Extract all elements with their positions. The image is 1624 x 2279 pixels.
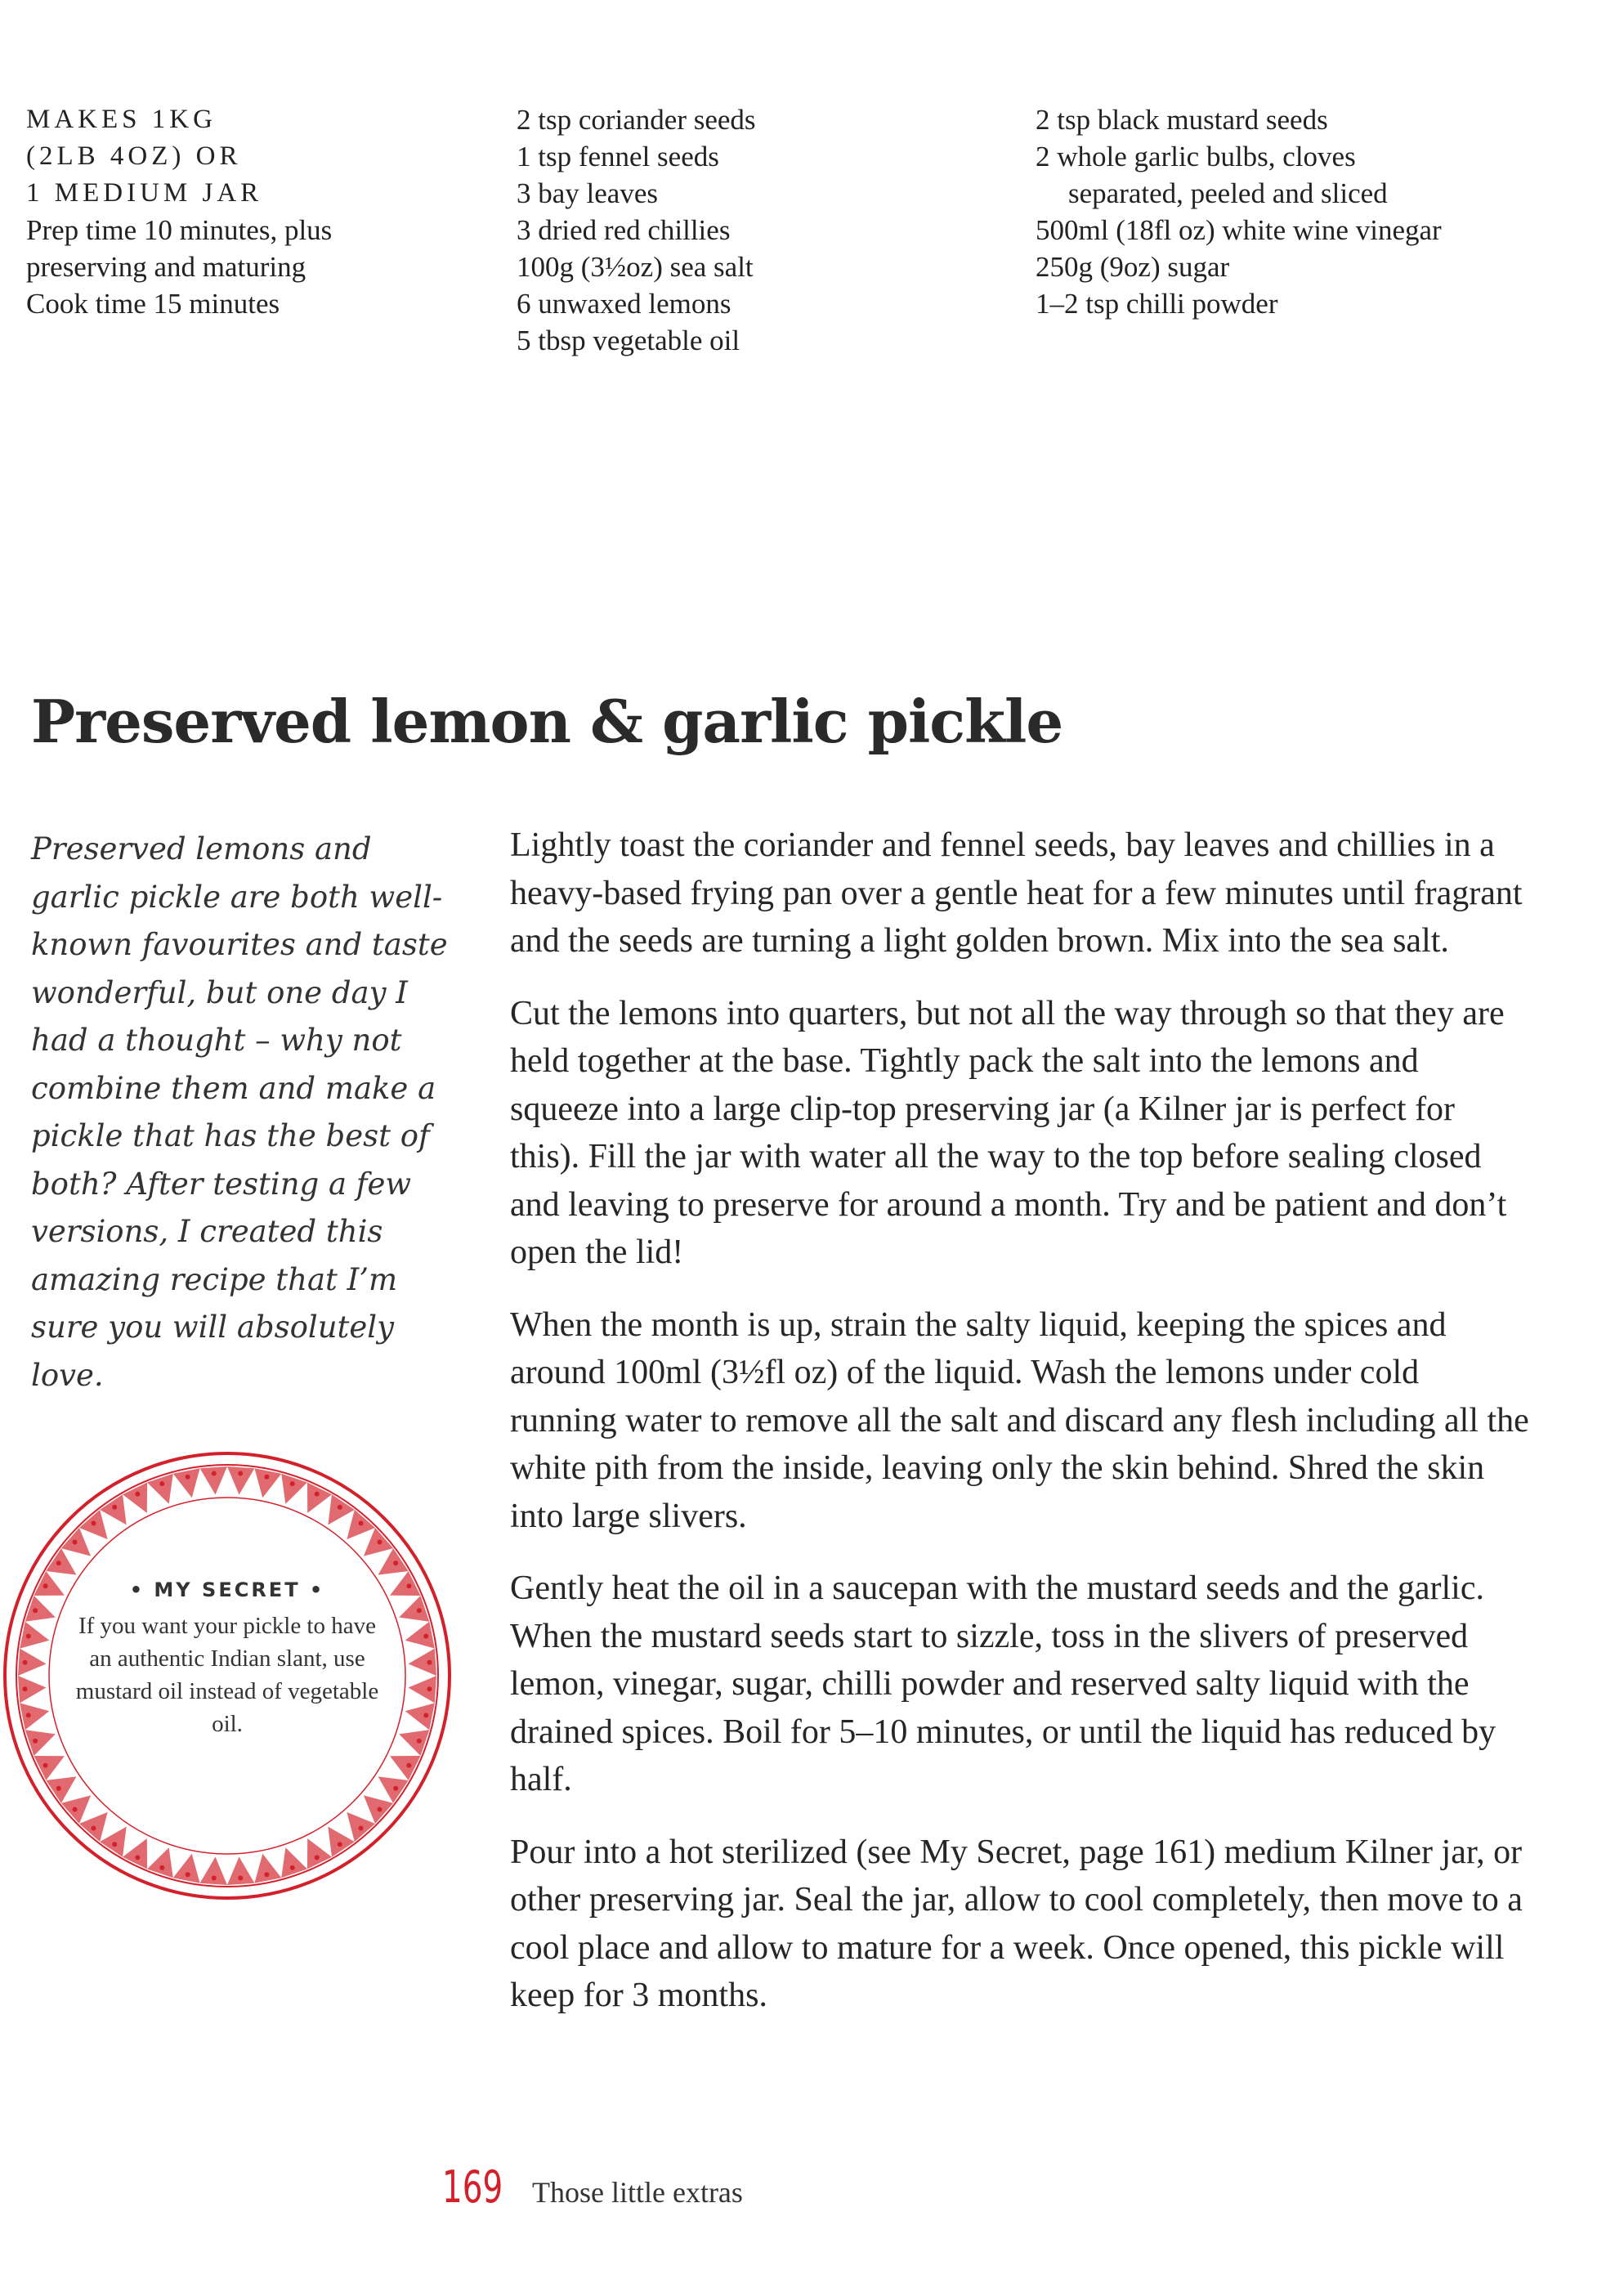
badge-dot-shape: [112, 1505, 117, 1510]
badge-tooth-shape: [147, 1474, 173, 1504]
yield-line: (2LB 4OZ) OR: [26, 141, 242, 171]
method-step: Gently heat the oil in a saucepan with the mustard seeds and the garlic. When the mustard seeds start to sizzle, toss in the slivers of preserved lemon, vinegar, sugar, chilli powder and reserved salty liquid with the drained spices. Boil for 5–10 minutes, or until the liquid has reduced by half.: [510, 1569, 1496, 1798]
badge-dot-shape: [186, 1475, 190, 1480]
page-footer: [442, 2161, 743, 2213]
ingredients-column-2: [1036, 101, 1608, 322]
badge-dot-shape: [427, 1686, 432, 1691]
badge-dot-shape: [338, 1505, 342, 1510]
badge-dot-shape: [73, 1807, 78, 1812]
badge-dot-shape: [315, 1492, 320, 1497]
ingredient-item: 3 bay leaves: [517, 177, 658, 209]
badge-dot-shape: [417, 1608, 422, 1613]
badge-tooth-shape: [200, 1466, 227, 1494]
my-secret-text: If you want your pickle to have an authentic Indian slant, use mustard oil instead of vegetable oil.: [75, 1613, 379, 1737]
badge-dot-shape: [43, 1583, 48, 1588]
badge-tooth-shape: [20, 1622, 49, 1649]
badge-tooth-shape: [281, 1847, 307, 1878]
badge-dot-shape: [112, 1842, 117, 1847]
my-secret-box: [72, 1574, 383, 1740]
badge-dot-shape: [290, 1865, 295, 1870]
badge-dot-shape: [186, 1872, 190, 1877]
ingredient-item: 2 whole garlic bulbs, cloves: [1036, 141, 1356, 172]
time-line: Cook time 15 minutes: [26, 288, 280, 320]
badge-dot-shape: [264, 1475, 269, 1480]
badge-dot-shape: [238, 1875, 243, 1880]
badge-tooth-shape: [20, 1703, 49, 1730]
method-step: Pour into a hot sterilized (see My Secret, page 161) medium Kilner jar, or other preserving jar. Seal the jar, allow to cool completely, then move to a cool place and allow to mature for a week. Once opened, this pickle will keep for 3 months.: [510, 1833, 1523, 2014]
ingredient-item: 3 dried red chillies: [517, 214, 731, 246]
ingredient-item: 2 tsp black mustard seeds: [1036, 104, 1328, 136]
method-step: Cut the lemons into quarters, but not all the way through so that they are held together at the base. Tightly pack the salt into the lemons and squeeze into a large clip-top preserving jar (a Kilner jar is perfect for this). Fill the jar with water all the way to the top before sealing closed and leaving to preserve for around a month. Try and be patient and don’t open the lid!: [510, 994, 1507, 1271]
badge-dot-shape: [406, 1763, 411, 1768]
badge-dot-shape: [43, 1763, 48, 1768]
ingredients-column-1: [517, 101, 1007, 359]
badge-tooth-shape: [227, 1857, 254, 1885]
badge-dot-shape: [212, 1471, 217, 1476]
badge-tooth-shape: [173, 1854, 200, 1883]
intro-text: Preserved lemons and garlic pickle are both well-known favourites and taste wonderful, but one day I had a thought – why not combine them and make a pickle that has the best of both? After testing a few versions, I created this amazing recipe that I’m sure you will absolutely love.: [31, 831, 448, 1393]
badge-tooth-shape: [25, 1730, 56, 1756]
badge-dot-shape: [264, 1872, 269, 1877]
method-step: When the month is up, strain the salty liquid, keeping the spices and around 100ml (3½fl oz) of the liquid. Wash the lemons under cold running water to remove all the salt and discard any flesh including all the white pith from the inside, leaving only the skin behind. Shred the skin into large slivers.: [510, 1305, 1529, 1535]
badge-dot-shape: [377, 1539, 382, 1544]
badge-tooth-shape: [409, 1676, 436, 1703]
badge-dot-shape: [33, 1608, 38, 1613]
time-line: Prep time 10 minutes, plus: [26, 214, 333, 246]
badge-tooth-shape: [399, 1730, 429, 1756]
badge-dot-shape: [377, 1807, 382, 1812]
badge-dot-shape: [238, 1471, 243, 1476]
badge-dot-shape: [212, 1875, 217, 1880]
ingredient-item: 6 unwaxed lemons: [517, 288, 731, 320]
badge-dot-shape: [23, 1686, 28, 1691]
method-step: Lightly toast the coriander and fennel seeds, bay leaves and chillies in a heavy-based frying pan over a gentle heat for a few minutes until fragrant and the seeds are turning a light golden brown. Mix into the sea salt.: [510, 826, 1523, 960]
method-steps: [510, 822, 1532, 2044]
badge-tooth-shape: [254, 1468, 281, 1498]
page-number: 169: [442, 2161, 503, 2213]
badge-tooth-shape: [399, 1596, 429, 1622]
badge-dot-shape: [91, 1825, 96, 1830]
badge-tooth-shape: [18, 1676, 46, 1703]
badge-dot-shape: [159, 1481, 164, 1486]
badge-dot-shape: [359, 1521, 364, 1526]
yield-line: 1 MEDIUM JAR: [26, 178, 263, 208]
ingredient-item: 500ml (18fl oz) white wine vinegar: [1036, 214, 1442, 246]
my-secret-heading: • MY SECRET •: [129, 1578, 325, 1601]
badge-tooth-shape: [405, 1622, 435, 1649]
badge-dot-shape: [315, 1855, 320, 1860]
badge-dot-shape: [26, 1713, 31, 1717]
badge-dot-shape: [56, 1560, 61, 1565]
ingredient-item: 250g (9oz) sugar: [1036, 251, 1230, 283]
badge-dot-shape: [159, 1865, 164, 1870]
ingredient-item: separated, peeled and sliced: [1068, 177, 1388, 209]
badge-dot-shape: [338, 1842, 342, 1847]
badge-tooth-shape: [147, 1847, 173, 1878]
badge-dot-shape: [423, 1713, 428, 1717]
ingredient-item: 2 tsp coriander seeds: [517, 104, 756, 136]
badge-dot-shape: [423, 1634, 428, 1639]
recipe-info: [26, 101, 451, 322]
yield-line: MAKES 1KG: [26, 105, 217, 134]
badge-tooth-shape: [200, 1857, 227, 1885]
badge-dot-shape: [393, 1560, 398, 1565]
badge-tooth-shape: [405, 1703, 435, 1730]
ingredient-item: 1–2 tsp chilli powder: [1036, 288, 1278, 320]
badge-dot-shape: [393, 1786, 398, 1791]
ingredient-item: 5 tbsp vegetable oil: [517, 325, 740, 356]
badge-dot-shape: [290, 1481, 295, 1486]
badge-tooth-shape: [18, 1649, 46, 1676]
badge-dot-shape: [33, 1739, 38, 1744]
badge-dot-shape: [26, 1634, 31, 1639]
time-line: preserving and maturing: [26, 251, 306, 283]
section-name: Those little extras: [532, 2176, 743, 2209]
badge-tooth-shape: [254, 1854, 281, 1883]
badge-dot-shape: [91, 1521, 96, 1526]
badge-dot-shape: [56, 1786, 61, 1791]
badge-tooth-shape: [227, 1466, 254, 1494]
badge-tooth-shape: [409, 1649, 436, 1676]
badge-dot-shape: [359, 1825, 364, 1830]
badge-dot-shape: [406, 1583, 411, 1588]
badge-dot-shape: [417, 1739, 422, 1744]
badge-dot-shape: [135, 1855, 140, 1860]
recipe-title: Preserved lemon & garlic pickle: [31, 687, 1063, 756]
badge-tooth-shape: [281, 1474, 307, 1504]
ingredient-item: 100g (3½oz) sea salt: [517, 251, 754, 283]
badge-dot-shape: [135, 1492, 140, 1497]
badge-tooth-shape: [25, 1596, 56, 1622]
badge-dot-shape: [427, 1660, 432, 1665]
badge-tooth-shape: [173, 1468, 200, 1498]
badge-dot-shape: [23, 1660, 28, 1665]
badge-dot-shape: [73, 1539, 78, 1544]
recipe-intro: [31, 826, 456, 1399]
ingredient-item: 1 tsp fennel seeds: [517, 141, 719, 172]
